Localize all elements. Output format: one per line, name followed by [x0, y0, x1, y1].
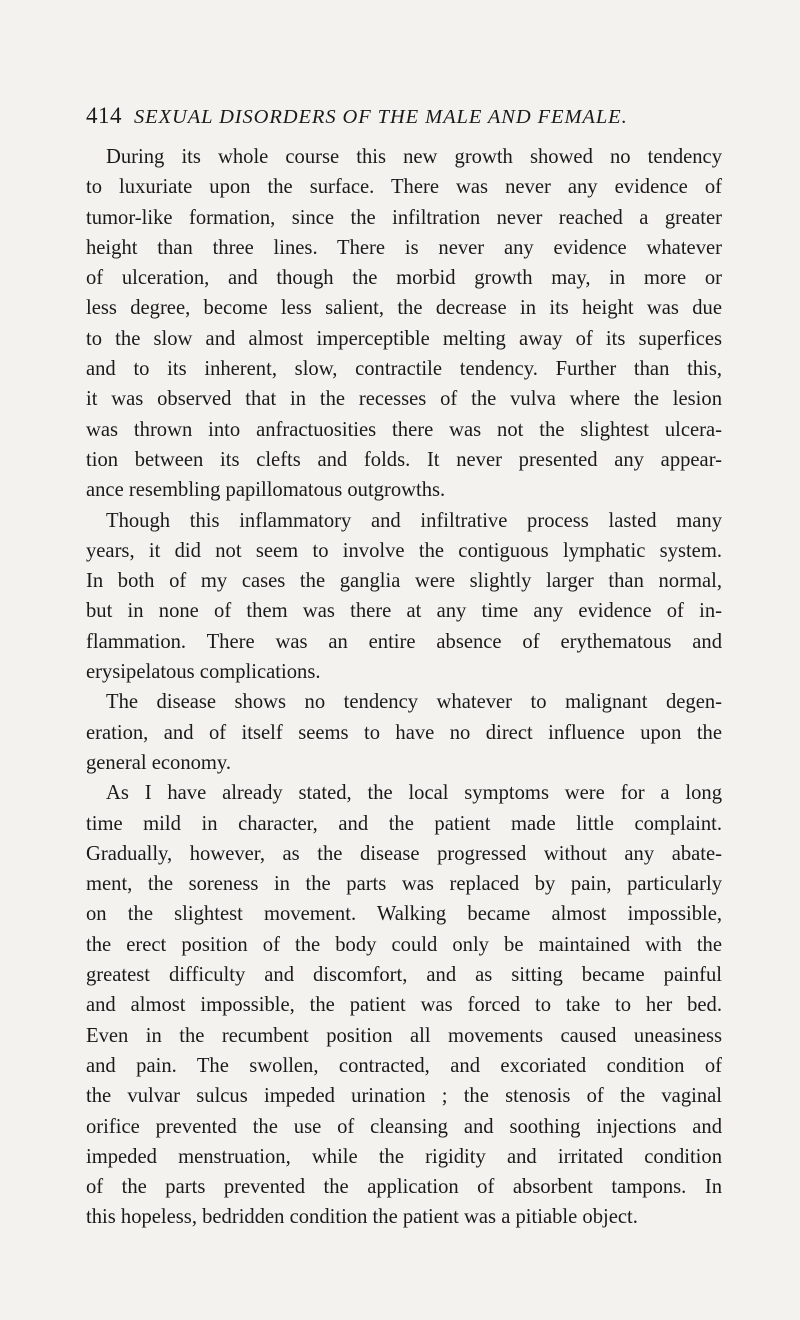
text-line: ment, the soreness in the parts was replaced by pain, particularly [86, 873, 722, 896]
text-line: of ulceration, and though the morbid growth may, in more or [86, 267, 722, 290]
text-line: Even in the recumbent position all movements caused uneasiness [86, 1024, 722, 1047]
text-line: height than three lines. There is never any evidence whatever [86, 236, 722, 259]
paragraph [86, 778, 722, 1232]
text-line: flammation. There was an entire absence of erythematous and [86, 630, 722, 653]
text-line: this hopeless, bedridden condition the patient was a pitiable object. [86, 1206, 638, 1229]
text-line: the erect position of the body could only be maintained with the [86, 933, 722, 956]
text-line: time mild in character, and the patient made little complaint. [86, 812, 722, 835]
text-line: and to its inherent, slow, contractile tendency. Further than this, [86, 358, 722, 381]
text-line: During its whole course this new growth showed no tendency [106, 146, 722, 168]
text-line: the vulvar sulcus impeded urination ; the stenosis of the vaginal [86, 1085, 722, 1108]
text-line: erysipelatous complications. [86, 661, 321, 684]
text-line: it was observed that in the recesses of the vulva where the lesion [86, 388, 722, 411]
text-line: orifice prevented the use of cleansing and soothing injections and [86, 1115, 722, 1138]
text-line: The disease shows no tendency whatever to malignant degen- [106, 691, 722, 714]
text-line: greatest difficulty and discomfort, and as sitting became painful [86, 964, 722, 987]
paragraph [86, 687, 722, 778]
text-line: years, it did not seem to involve the contiguous lymphatic system. [86, 539, 722, 562]
text-line: impeded menstruation, while the rigidity and irritated condition [86, 1145, 722, 1168]
page-number: 414 [86, 103, 122, 128]
text-line: on the slightest movement. Walking became almost impossible, [86, 903, 722, 926]
running-title: SEXUAL DISORDERS OF THE MALE AND FEMALE. [134, 106, 628, 128]
text-line: Gradually, however, as the disease progressed without any abate- [86, 842, 722, 865]
text-line: In both of my cases the ganglia were slightly larger than normal, [86, 570, 722, 593]
paragraph [86, 506, 722, 688]
body-text [86, 142, 722, 1233]
text-line: was thrown into anfractuosities there was not the slightest ulcera- [86, 418, 722, 441]
text-line: Though this inflammatory and infiltrative process lasted many [106, 509, 722, 532]
text-line: and pain. The swollen, contracted, and excoriated condition of [86, 1054, 722, 1077]
text-line: tumor-like formation, since the infiltration never reached a greater [86, 206, 722, 229]
text-line: eration, and of itself seems to have no direct influence upon the [86, 721, 722, 744]
text-line: ance resembling papillomatous outgrowths. [86, 479, 446, 502]
text-line: but in none of them was there at any time any evidence of in- [86, 600, 722, 623]
text-line: general economy. [86, 751, 232, 774]
text-line: to the slow and almost imperceptible melting away of its superfices [86, 327, 722, 350]
text-line: and almost impossible, the patient was forced to take to her bed. [86, 994, 722, 1017]
text-line: to luxuriate upon the surface. There was never any evidence of [86, 176, 722, 199]
paragraph [86, 142, 722, 506]
text-line: tion between its clefts and folds. It never presented any appear- [86, 448, 722, 471]
text-line: As I have already stated, the local symptoms were for a long [106, 782, 722, 805]
text-line: of the parts prevented the application of absorbent tampons. In [86, 1176, 722, 1199]
text-line: less degree, become less salient, the decrease in its height was due [86, 297, 722, 320]
running-head [86, 103, 726, 131]
